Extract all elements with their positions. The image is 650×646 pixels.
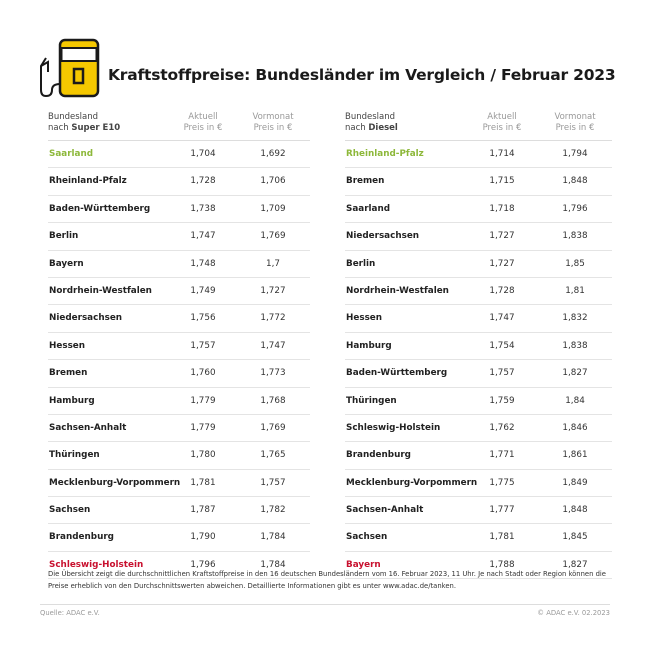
current-price: 1,718 [489, 203, 515, 214]
header-label: Aktuell [487, 112, 517, 122]
table-row [48, 196, 310, 223]
current-price: 1,728 [190, 176, 216, 187]
current-price: 1,779 [190, 395, 216, 406]
table-row [345, 360, 612, 387]
previous-price: 1,769 [260, 422, 286, 433]
table-row [48, 442, 310, 469]
state-name: Schleswig-Holstein [49, 559, 144, 570]
previous-price: 1,796 [562, 203, 588, 214]
current-price: 1,757 [489, 368, 515, 379]
state-name: Saarland [49, 149, 94, 159]
table-row [345, 305, 612, 332]
current-price: 1,756 [190, 313, 216, 324]
previous-price: 1,849 [562, 477, 588, 488]
column-header-current [467, 112, 537, 134]
table-row [48, 223, 310, 250]
fuel-type: Diesel [368, 123, 398, 133]
state-name: Rheinland-Pfalz [346, 149, 424, 159]
header-label: Aktuell [188, 112, 218, 122]
state-name: Hamburg [49, 395, 95, 406]
previous-price: 1,773 [260, 368, 286, 379]
previous-price: 1,827 [562, 368, 588, 379]
table-row [345, 524, 612, 551]
current-price: 1,796 [190, 559, 216, 570]
current-price: 1,748 [190, 258, 216, 269]
previous-price: 1,84 [565, 395, 585, 406]
previous-price: 1,838 [562, 231, 588, 242]
fuel-type: Super E10 [71, 123, 121, 133]
state-name: Nordrhein-Westfalen [346, 285, 449, 296]
current-price: 1,757 [190, 340, 216, 351]
table-row [345, 442, 612, 469]
table-row [48, 497, 310, 524]
header-label: Preis in € [555, 123, 595, 133]
previous-price: 1,706 [260, 176, 286, 187]
previous-price: 1,709 [260, 203, 286, 214]
state-name: Saarland [346, 203, 391, 214]
previous-price: 1,861 [562, 450, 588, 461]
previous-price: 1,692 [260, 149, 286, 159]
current-price: 1,787 [190, 505, 216, 516]
table-row [345, 251, 612, 278]
table-diesel [345, 110, 612, 579]
table-row [48, 360, 310, 387]
previous-price: 1,7 [266, 258, 280, 269]
state-name: Hamburg [346, 340, 392, 351]
table-header [48, 110, 310, 141]
previous-price: 1,848 [562, 176, 588, 187]
state-name: Baden-Württemberg [49, 203, 151, 214]
table-row [48, 305, 310, 332]
current-price: 1,775 [489, 477, 515, 488]
table-row [345, 415, 612, 442]
previous-price: 1,747 [260, 340, 286, 351]
column-header-state [48, 112, 120, 134]
state-name: Bayern [49, 258, 84, 269]
current-price: 1,781 [489, 532, 515, 543]
current-price: 1,780 [190, 450, 216, 461]
header-label: Bundesland [48, 112, 99, 122]
current-price: 1,738 [190, 203, 216, 214]
state-name: Bremen [49, 368, 88, 379]
previous-price: 1,727 [260, 285, 286, 296]
table-row [345, 196, 612, 223]
table-row [345, 333, 612, 360]
current-price: 1,777 [489, 505, 515, 516]
column-header-previous [238, 112, 308, 134]
previous-price: 1,784 [260, 532, 286, 543]
current-price: 1,749 [190, 285, 216, 296]
current-price: 1,715 [489, 176, 515, 187]
column-header-current [168, 112, 238, 134]
previous-price: 1,757 [260, 477, 286, 488]
divider [40, 604, 610, 605]
previous-price: 1,768 [260, 395, 286, 406]
state-name: Hessen [49, 340, 86, 351]
previous-price: 1,765 [260, 450, 286, 461]
table-row [345, 168, 612, 195]
table-row [48, 415, 310, 442]
page-title: Kraftstoffpreise: Bundesländer im Vergleich / Februar 2023 [108, 66, 616, 84]
header-label: Preis in € [183, 123, 223, 133]
table-row [48, 388, 310, 415]
current-price: 1,759 [489, 395, 515, 406]
current-price: 1,727 [489, 231, 515, 242]
previous-price: 1,784 [260, 559, 286, 570]
state-name: Berlin [346, 258, 376, 269]
state-name: Sachsen-Anhalt [49, 422, 127, 433]
source: Quelle: ADAC e.V. [40, 609, 100, 617]
current-price: 1,728 [489, 285, 515, 296]
current-price: 1,762 [489, 422, 515, 433]
current-price: 1,747 [489, 313, 515, 324]
header-label: Vormonat [252, 112, 294, 122]
previous-price: 1,794 [562, 149, 588, 159]
table-row [345, 141, 612, 168]
current-price: 1,788 [489, 559, 515, 570]
header-label: nach [345, 123, 369, 133]
previous-price: 1,85 [565, 258, 585, 269]
previous-price: 1,848 [562, 505, 588, 516]
table-row [48, 333, 310, 360]
state-name: Brandenburg [49, 532, 114, 543]
table-row [48, 168, 310, 195]
previous-price: 1,769 [260, 231, 286, 242]
table-row [48, 524, 310, 551]
current-price: 1,790 [190, 532, 216, 543]
header-label: Vormonat [554, 112, 596, 122]
column-header-previous [540, 112, 610, 134]
current-price: 1,760 [190, 368, 216, 379]
table-row [48, 470, 310, 497]
state-name: Baden-Württemberg [346, 368, 448, 379]
current-price: 1,727 [489, 258, 515, 269]
table-row [48, 141, 310, 168]
previous-price: 1,845 [562, 532, 588, 543]
state-name: Schleswig-Holstein [346, 422, 441, 433]
table-row [345, 470, 612, 497]
state-name: Berlin [49, 231, 79, 242]
previous-price: 1,81 [565, 285, 585, 296]
state-name: Mecklenburg-Vorpommern [346, 477, 478, 488]
previous-price: 1,832 [562, 313, 588, 324]
current-price: 1,779 [190, 422, 216, 433]
state-name: Rheinland-Pfalz [49, 176, 127, 187]
previous-price: 1,838 [562, 340, 588, 351]
state-name: Sachsen-Anhalt [346, 505, 424, 516]
state-name: Niedersachsen [346, 231, 420, 242]
footnote: Die Übersicht zeigt die durchschnittlichen Kraftstoffpreise in den 16 deutschen Bundesländern vom 16. Februar 2023, 11 Uhr. Je nach Stadt oder Region können die Preise erheblich von den Durchschnittswerten abweichen. Detaillierte Informationen gibt es unter www.adac.de/tanken. [48, 570, 606, 590]
state-name: Nordrhein-Westfalen [49, 285, 152, 296]
current-price: 1,747 [190, 231, 216, 242]
header-label: Preis in € [253, 123, 293, 133]
header-label: Bundesland [345, 112, 396, 122]
previous-price: 1,827 [562, 559, 588, 570]
state-name: Sachsen [49, 505, 91, 516]
state-name: Thüringen [49, 450, 100, 461]
state-name: Brandenburg [346, 450, 411, 461]
state-name: Niedersachsen [49, 313, 123, 324]
column-header-state [345, 112, 398, 134]
current-price: 1,704 [190, 149, 216, 159]
previous-price: 1,846 [562, 422, 588, 433]
state-name: Mecklenburg-Vorpommern [49, 477, 181, 488]
state-name: Hessen [346, 313, 383, 324]
table-super-e10 [48, 110, 310, 579]
current-price: 1,781 [190, 477, 216, 488]
table-row [345, 388, 612, 415]
current-price: 1,714 [489, 149, 515, 159]
current-price: 1,771 [489, 450, 515, 461]
previous-price: 1,782 [260, 505, 286, 516]
copyright: © ADAC e.V. 02.2023 [537, 609, 610, 617]
table-row [345, 223, 612, 250]
header-label: Preis in € [482, 123, 522, 133]
table-header [345, 110, 612, 141]
header-label: nach [48, 123, 72, 133]
state-name: Bayern [346, 559, 381, 570]
fuel-pump-icon [40, 38, 102, 98]
table-row [48, 251, 310, 278]
state-name: Sachsen [346, 532, 388, 543]
table-row [345, 278, 612, 305]
current-price: 1,754 [489, 340, 515, 351]
table-row [48, 278, 310, 305]
state-name: Bremen [346, 176, 385, 187]
previous-price: 1,772 [260, 313, 286, 324]
table-row [345, 497, 612, 524]
state-name: Thüringen [346, 395, 397, 406]
